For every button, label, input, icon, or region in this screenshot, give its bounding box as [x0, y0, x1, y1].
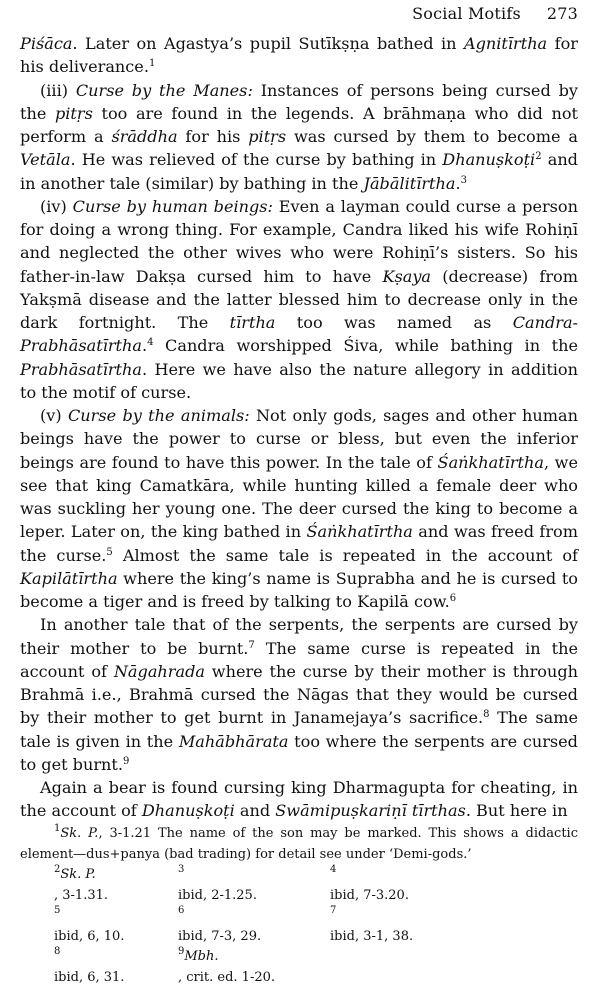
body-text	[20, 32, 578, 823]
text-run: . Here we have also the nature allegory in addition to the motif of curse.	[20, 360, 578, 402]
footnote-text: ibid, 7-3, 29.	[178, 927, 330, 948]
text-run: too are found in the legends. A brāhmaṇa who did not perform a	[20, 104, 578, 146]
footnote-ref: 7	[248, 640, 254, 651]
text-run: (iii)	[40, 81, 76, 100]
italic-term: Agnitīrtha	[464, 34, 547, 53]
footnote-ref: 1	[149, 58, 155, 69]
text-run: The same curse is repeated in the account of	[20, 639, 578, 681]
italic-term: Dhanuṣkoṭi	[442, 150, 535, 169]
footnote	[20, 824, 578, 865]
italic-term: Dhanuṣkoṭi	[142, 801, 235, 820]
footnote-ref: 8	[483, 709, 489, 720]
italic-term: śrāddha	[111, 127, 177, 146]
text-run: and in another tale (similar) by bathing in the	[20, 150, 578, 192]
footnote-ref: 6	[178, 905, 184, 916]
paragraph	[20, 32, 578, 79]
footnote-row	[20, 947, 578, 988]
footnote-ref: 7	[330, 905, 336, 916]
text-run: , we see that king Camatkāra, while hunting killed a female deer who was suckling her young one. The deer cursed the king to become a leper. Later on, the king bathed in	[20, 453, 578, 542]
footnote-text: , crit. ed. 1-20.	[178, 968, 330, 988]
text-run: was cursed by them to become a	[286, 127, 578, 146]
text-run: for his	[178, 127, 249, 146]
paragraph	[20, 195, 578, 404]
footnote-ref: 9	[123, 756, 129, 767]
footnote	[330, 865, 480, 906]
footnote-text: ibid, 7-3.20.	[330, 886, 480, 907]
text-run: .	[142, 336, 147, 355]
italic-term: Curse by the Manes:	[76, 81, 253, 100]
paragraph	[20, 776, 578, 823]
running-header	[0, 4, 578, 23]
italic-term: Swāmipuṣkariṇī tīrthas	[275, 801, 466, 820]
footnote-text: , 3-1.21 The name of the son may be marked. This shows a didactic element—dus+panya (bad trading) for detail see under ‘Demi-gods.’	[20, 826, 578, 862]
text-run: Almost the same tale is repeated in the account of	[113, 546, 578, 565]
footnote	[54, 865, 178, 906]
text-run: .	[455, 174, 460, 193]
text-run: where the king’s name is Suprabha and he is cursed to become a tiger and is freed by talking to Kapilā cow.	[20, 569, 578, 611]
paragraph	[20, 613, 578, 776]
text-run: (decrease) from Yakṣmā disease and the latter blessed him to decrease only in the dark fortnight. The	[20, 267, 578, 333]
footnote-text: , 3-1.31.	[54, 886, 178, 907]
footnote	[54, 947, 178, 988]
footnote-ref: 5	[106, 547, 112, 558]
italic-term: Jābālitīrtha	[364, 174, 456, 193]
text-run: (v)	[40, 406, 68, 425]
italic-term: Śaṅkhatīrtha	[306, 522, 412, 541]
italic-term: Sk. P.	[60, 867, 95, 882]
footnote-ref: 4	[147, 337, 153, 348]
footnote-ref: 3	[178, 864, 184, 875]
footnotes	[20, 824, 578, 988]
footnote	[178, 906, 330, 947]
footnote-ref: 2	[54, 864, 60, 875]
italic-term: Śaṅkhatīrtha	[438, 453, 544, 472]
footnote-text: ibid, 3-1, 38.	[330, 927, 480, 948]
footnote	[178, 865, 330, 906]
text-run: too was named as	[275, 313, 512, 332]
paragraph	[20, 404, 578, 613]
footnote-row	[20, 865, 578, 906]
italic-term: Prabhāsatīrtha	[20, 360, 142, 379]
italic-term: Sk. P.	[60, 826, 98, 841]
text-run: Again a bear is found cursing king Dharmagupta for cheating, in the account of	[20, 778, 578, 820]
text-run: . But here in	[466, 801, 568, 820]
footnote-text: ibid, 2-1.25.	[178, 886, 330, 907]
text-run: Instances of persons being cursed by the	[20, 81, 578, 123]
text-run: for his deliverance.	[20, 34, 578, 76]
footnote-ref: 6	[450, 593, 456, 604]
footnote-ref: 8	[54, 946, 60, 957]
text-run: Even a layman could curse a person for doing a wrong thing. For example, Candra liked his wife Rohiṇī and neglected the other wives who were Rohiṇī’s sisters. So his father-in-law Dakṣa cursed him to have	[20, 197, 578, 286]
footnote-row	[20, 906, 578, 947]
italic-term: tīrtha	[230, 313, 276, 332]
footnote-ref: 5	[54, 905, 60, 916]
italic-term: Nāgahrada	[114, 662, 205, 681]
text-run: and	[235, 801, 276, 820]
italic-term: Kṣaya	[382, 267, 431, 286]
footnote-ref: 2	[535, 151, 541, 162]
text-run: . Later on Agastya’s pupil Sutīkṣṇa bathed in	[72, 34, 464, 53]
footnote	[178, 947, 330, 988]
footnote-ref: 4	[330, 864, 336, 875]
italic-term: Piśāca	[20, 34, 72, 53]
text-run: The same tale is given in the	[20, 708, 578, 750]
italic-term: Vetāla	[20, 150, 70, 169]
footnote	[330, 906, 480, 947]
paragraph	[20, 79, 578, 195]
text-run: and was freed from the curse.	[20, 522, 578, 564]
italic-term: Kapilātīrtha	[20, 569, 118, 588]
italic-term: Mbh.	[184, 949, 218, 964]
footnote-ref: 3	[461, 175, 467, 186]
text-run: where the curse by their mother is through Brahmā i.e., Brahmā cursed the Nāgas that they would be cursed by their mother to get burnt in Janamejaya’s sacrifice.	[20, 662, 578, 728]
italic-term: Candra-Prabhāsatīrtha	[20, 313, 578, 355]
page-number: 273	[547, 4, 578, 23]
footnote	[54, 906, 178, 947]
text-run: In another tale that of the serpents, the serpents are cursed by their mother to be burnt.	[20, 615, 578, 657]
text-run: too where the serpents are cursed to get burnt.	[20, 732, 578, 774]
footnote-ref: 1	[54, 823, 60, 834]
text-run: Not only gods, sages and other human beings have the power to curse or bless, but even the inferior beings are found to have this power. In the tale of	[20, 406, 578, 472]
text-run: . He was relieved of the curse by bathing in	[70, 150, 442, 169]
italic-term: pitṛs	[248, 127, 286, 146]
running-title: Social Motifs	[412, 4, 521, 23]
italic-term: pitṛs	[55, 104, 93, 123]
italic-term: Curse by human beings:	[73, 197, 273, 216]
italic-term: Curse by the animals:	[68, 406, 250, 425]
text-run: Candra worshipped Śiva, while bathing in the	[153, 336, 578, 355]
footnote-text: ibid, 6, 10.	[54, 927, 178, 948]
footnote-ref: 9	[178, 946, 184, 957]
text-run: (iv)	[40, 197, 73, 216]
footnote-text: ibid, 6, 31.	[54, 968, 178, 988]
italic-term: Mahābhārata	[179, 732, 289, 751]
